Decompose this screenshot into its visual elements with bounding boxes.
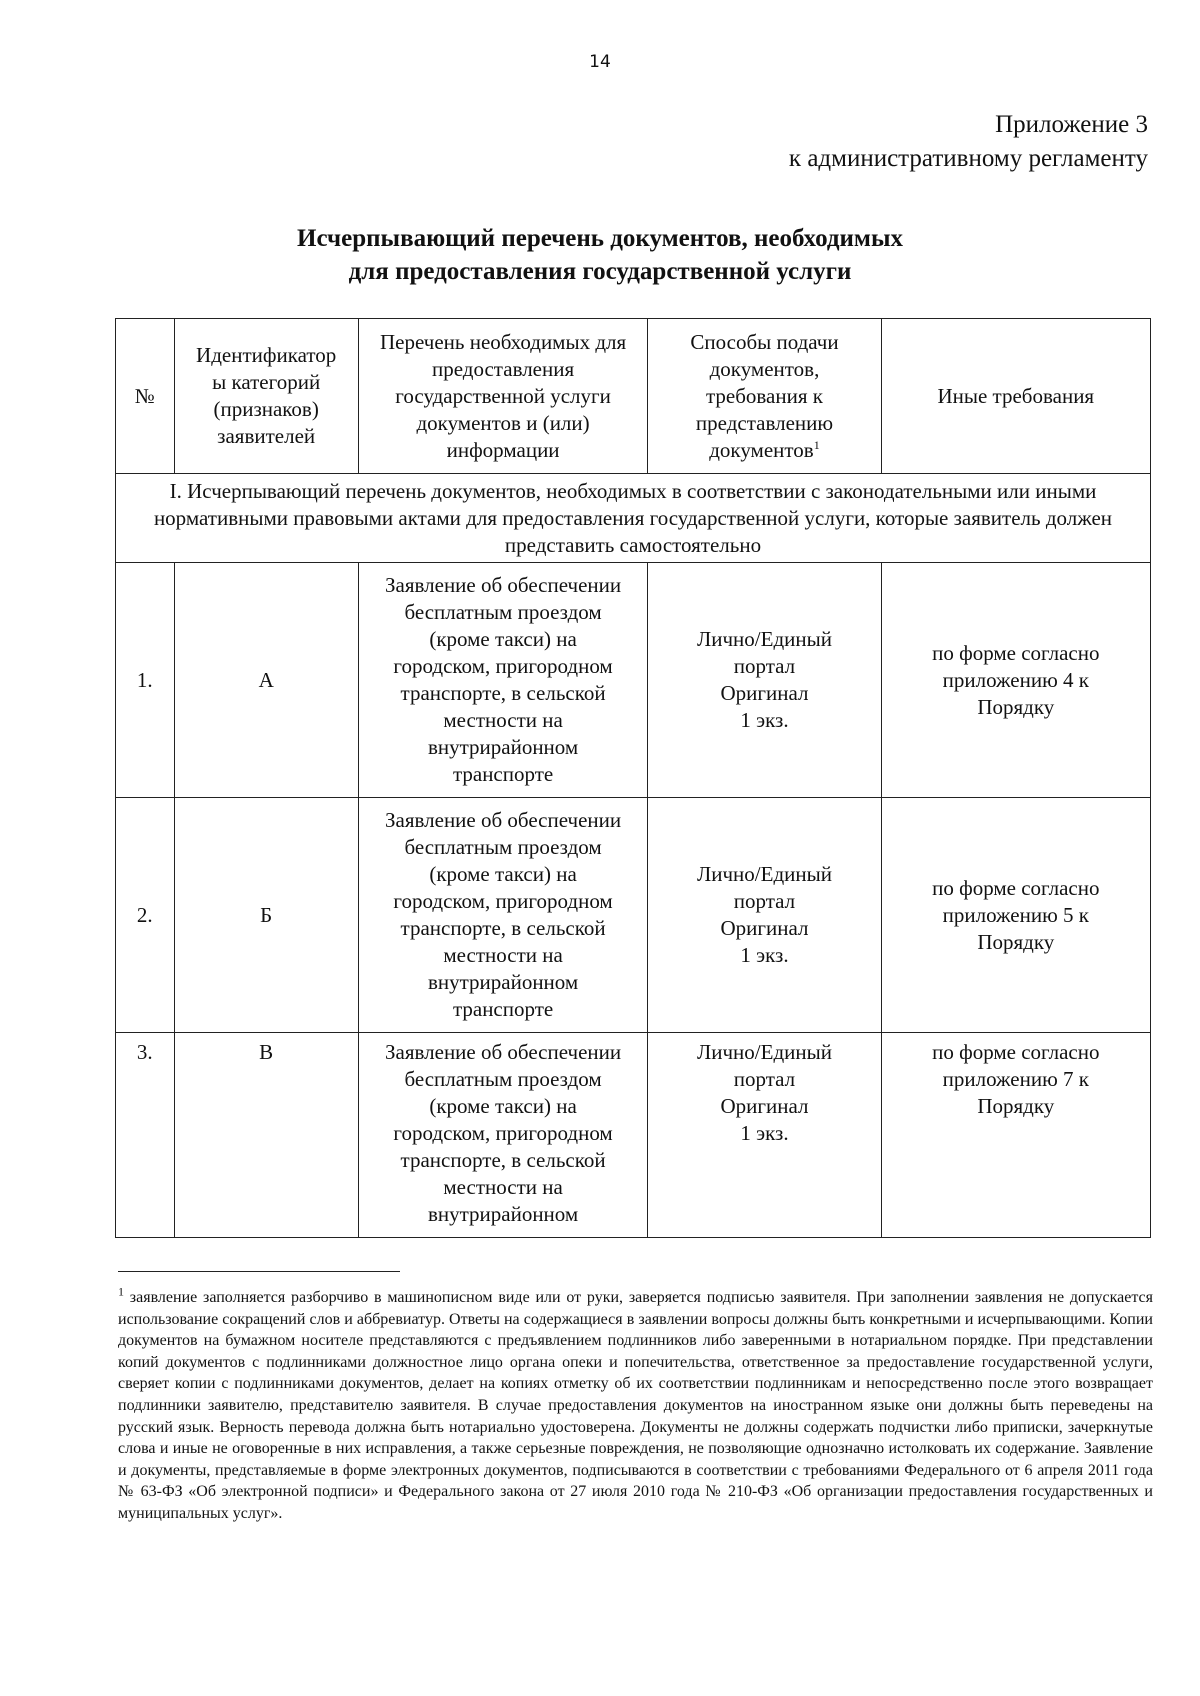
header-documents: Перечень необходимых для предоставления государственной услуги документов и (или) информации xyxy=(358,319,648,474)
header-identifiers: Идентификатор ы категорий (признаков) заявителей xyxy=(174,319,358,474)
footnote-text: заявление заполняется разборчиво в машинописном виде или от руки, заверяется подписью заявителя. При заполнении заявления не допускается использование сокращений слов и аббревиатур. Ответы на содержащиеся в заявлении вопросы должны быть конкретными и исчерпывающими. Копии документов на бумажном носителе представляются с предъявлением подлинников либо заверенными в нотариальном порядке. При представлении копий документов с подлинниками должностное лицо органа опеки и попечительства, ответственное за предоставление государственной услуги, сверяет копии с подлинниками документов, делает на копиях отметку об их соответствии подлинникам и непосредственно после этого возвращает подлинники заявителю, представителю заявителя. В случае предоставления документов на иностранном языке они должны быть переведены на русский язык. Верность перевода должна быть нотариально удостоверена. Документы не должны содержать подчистки либо приписки, зачеркнутые слова и иные не оговоренные в них исправления, а также серьезные повреждения, не позволяющие однозначно истолковать их содержание. Заявление и документы, представляемые в форме электронных документов, подписываются в соответствии с требованиями Федерального от 6 апреля 2011 года № 63-ФЗ «Об электронной подписи» и Федерального закона от 27 июля 2010 года № 210-ФЗ «Об организации предоставления государственных и муниципальных услуг». xyxy=(118,1289,1154,1522)
row-method: Лично/Единый портал Оригинал 1 экз. xyxy=(648,1033,881,1238)
page-number: 14 xyxy=(589,52,611,72)
document-title xyxy=(0,222,1200,288)
section-row xyxy=(116,474,1151,563)
row-document: Заявление об обеспечении бесплатным проездом (кроме такси) на городском, пригородном транспорте, в сельской местности на внутрирайонном транспорте xyxy=(358,563,648,798)
row-document: Заявление об обеспечении бесплатным проездом (кроме такси) на городском, пригородном транспорте, в сельской местности на внутрирайонном xyxy=(358,1033,648,1238)
header-other: Иные требования xyxy=(881,319,1150,474)
table-row xyxy=(116,1033,1151,1238)
header-methods xyxy=(648,319,881,474)
row-num: 1. xyxy=(116,563,175,798)
row-method: Лично/Единый портал Оригинал 1 экз. xyxy=(648,563,881,798)
row-document: Заявление об обеспечении бесплатным проездом (кроме такси) на городском, пригородном транспорте, в сельской местности на внутрирайонном транспорте xyxy=(358,798,648,1033)
header-num: № xyxy=(116,319,175,474)
row-other: по форме согласно приложению 4 к Порядку xyxy=(881,563,1150,798)
section-1-heading: I. Исчерпывающий перечень документов, необходимых в соответствии с законодательными или иными нормативными правовыми актами для предоставления государственной услуги, которые заявитель должен представить самостоятельно xyxy=(116,474,1151,563)
footnote-reference: 1 xyxy=(813,437,820,452)
row-category: В xyxy=(174,1033,358,1238)
appendix-caption xyxy=(789,108,1148,176)
table-header-row xyxy=(116,319,1151,474)
row-num: 3. xyxy=(116,1033,175,1238)
footnote-mark: 1 xyxy=(118,1284,124,1299)
appendix-line-1: Приложение 3 xyxy=(995,111,1148,138)
row-other: по форме согласно приложению 7 к Порядку xyxy=(881,1033,1150,1238)
title-line-2: для предоставления государственной услуги xyxy=(348,258,852,285)
row-category: А xyxy=(174,563,358,798)
header-methods-text: Способы подачи документов, требования к представлению документов xyxy=(690,329,839,462)
appendix-line-2: к административному регламенту xyxy=(788,145,1148,172)
footnote-separator xyxy=(118,1271,400,1272)
documents-table xyxy=(115,318,1151,1238)
row-other: по форме согласно приложению 5 к Порядку xyxy=(881,798,1150,1033)
table-row xyxy=(116,563,1151,798)
table-row xyxy=(116,798,1151,1033)
row-num: 2. xyxy=(116,798,175,1033)
footnote xyxy=(118,1284,1154,1525)
title-line-1: Исчерпывающий перечень документов, необходимых xyxy=(297,225,903,252)
row-method: Лично/Единый портал Оригинал 1 экз. xyxy=(648,798,881,1033)
row-category: Б xyxy=(174,798,358,1033)
